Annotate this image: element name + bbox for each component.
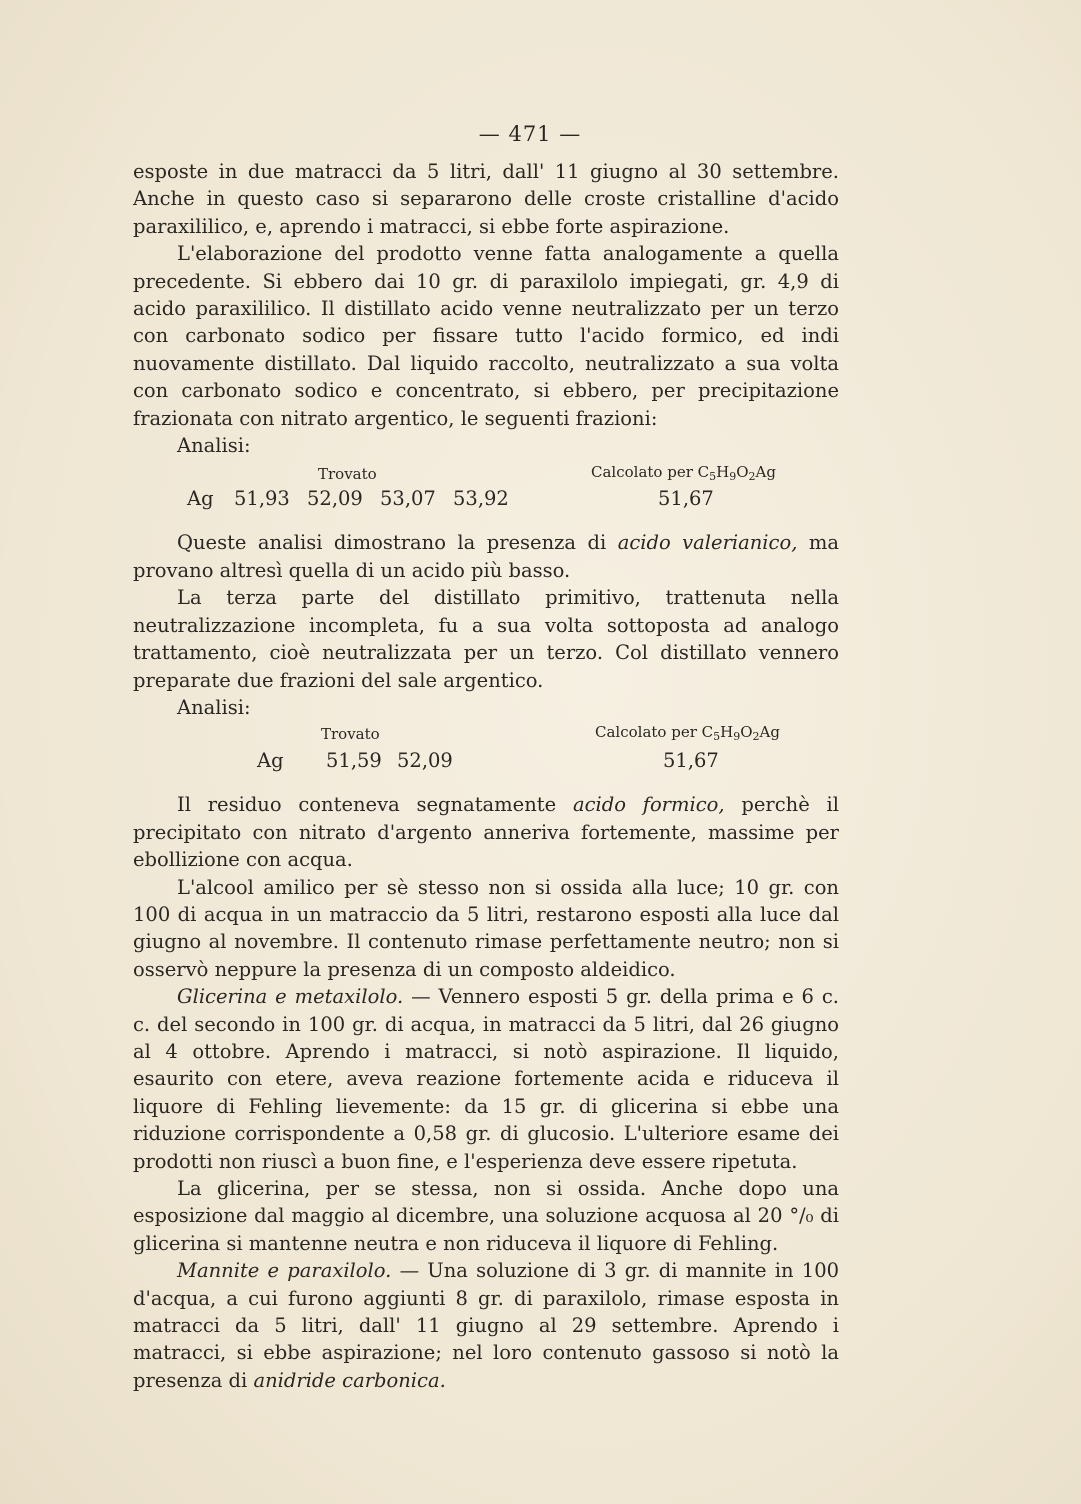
paragraph: L'elaborazione del prodotto venne fatta analogamente a quella precedente. Si ebbero dai 10 gr. di paraxilolo impiegati, gr. 4,9 di acido paraxililico. Il distillato acido venne neutralizzato per un terzo con carbonato sodico per fissare tutto l'acido formico, ed indi nuovamente distillato. Dal liquido raccolto, neutralizzato a sua volta con carbonato sodico e concentrato, si ebbero, per precipitazione frazionata con nitrato argentico, le seguenti frazioni: [133, 242, 839, 430]
paragraph: Glicerina e metaxilolo. — Vennero esposti 5 gr. della prima e 6 c. c. del secondo in 100 gr. di acqua, in matracci da 5 litri, dal 26 giugno al 4 ottobre. Aprendo i matracci, si notò aspirazione. Il liquido, esaurito con etere, aveva reazione fortemente acida e riduceva il liquore di Fehling lievemente: da 15 gr. di glicerina si ebbe una riduzione corrispondente a 0,58 gr. di glucosio. L'ulteriore esame dei prodotti non riuscì a buon fine, e l'esperienza deve essere ripetuta. [133, 985, 839, 1173]
paragraph: Queste analisi dimostrano la presenza di acido valerianico, ma provano altresì quella di un acido più basso. [133, 531, 839, 582]
analysis-table-2 [133, 721, 839, 781]
found-value: 53,07 [380, 487, 436, 511]
paragraph: Il residuo conteneva segnatamente acido formico, perchè il precipitato con nitrato d'argento anneriva fortemente, massime per ebollizione con acqua. [133, 793, 839, 872]
calculated-value: 51,67 [663, 749, 719, 773]
calcolato-header: Calcolato per $C_5H_9O_2Ag$ [591, 463, 776, 484]
calculated-value: 51,67 [658, 487, 714, 511]
paragraph: L'alcool amilico per sè stesso non si ossida alla luce; 10 gr. con 100 di acqua in un matraccio da 5 litri, restarono esposti alla luce dal giugno al novembre. Il contenuto rimase perfettamente neutro; non si osservò neppure la presenza di un composto aldeidico. [133, 875, 839, 981]
analysis-label: Analisi: [177, 695, 251, 719]
found-value: 52,09 [397, 749, 453, 773]
analysis-table-1 [133, 459, 839, 519]
paragraph: Mannite e paraxilolo. — Una soluzione di 3 gr. di mannite in 100 d'acqua, a cui furono aggiunti 8 gr. di paraxilolo, rimase esposta in matracci da 5 litri, dall' 11 giugno al 29 settembre. Aprendo i matracci, si ebbe aspirazione; nel loro contenuto gassoso si notò la presenza di anidride carbonica. [133, 1259, 840, 1392]
found-value: 52,09 [307, 487, 363, 511]
paragraph: esposte in due matracci da 5 litri, dall' 11 giugno al 30 settembre. Anche in questo caso si separarono delle croste cristalline d'acido paraxililico, e, aprendo i matracci, si ebbe forte aspirazione. [133, 160, 839, 238]
paragraph: La terza parte del distillato primitivo, trattenuta nella neutralizzazione incompleta, fu a sua volta sottoposta ad analogo trattamento, cioè neutralizzata per un terzo. Col distillato vennero preparate due frazioni del sale argentico. [133, 586, 839, 692]
page-number: — 471 — [478, 122, 582, 146]
element-symbol: Ag [187, 487, 214, 511]
element-symbol: Ag [257, 749, 284, 773]
found-value: 51,93 [234, 487, 290, 511]
trovato-header: Trovato [321, 725, 380, 744]
body-text [133, 158, 839, 1394]
found-value: 51,59 [326, 749, 382, 773]
found-value: 53,92 [453, 487, 509, 511]
analysis-label: Analisi: [177, 434, 251, 458]
calcolato-header: Calcolato per $C_5H_9O_2Ag$ [595, 723, 780, 744]
paragraph: La glicerina, per se stessa, non si ossida. Anche dopo una esposizione dal maggio al dicembre, una soluzione acquosa al 20 °/₀ di glicerina si mantenne neutra e non riduceva il liquore di Fehling. [133, 1177, 839, 1255]
trovato-header: Trovato [318, 465, 377, 484]
